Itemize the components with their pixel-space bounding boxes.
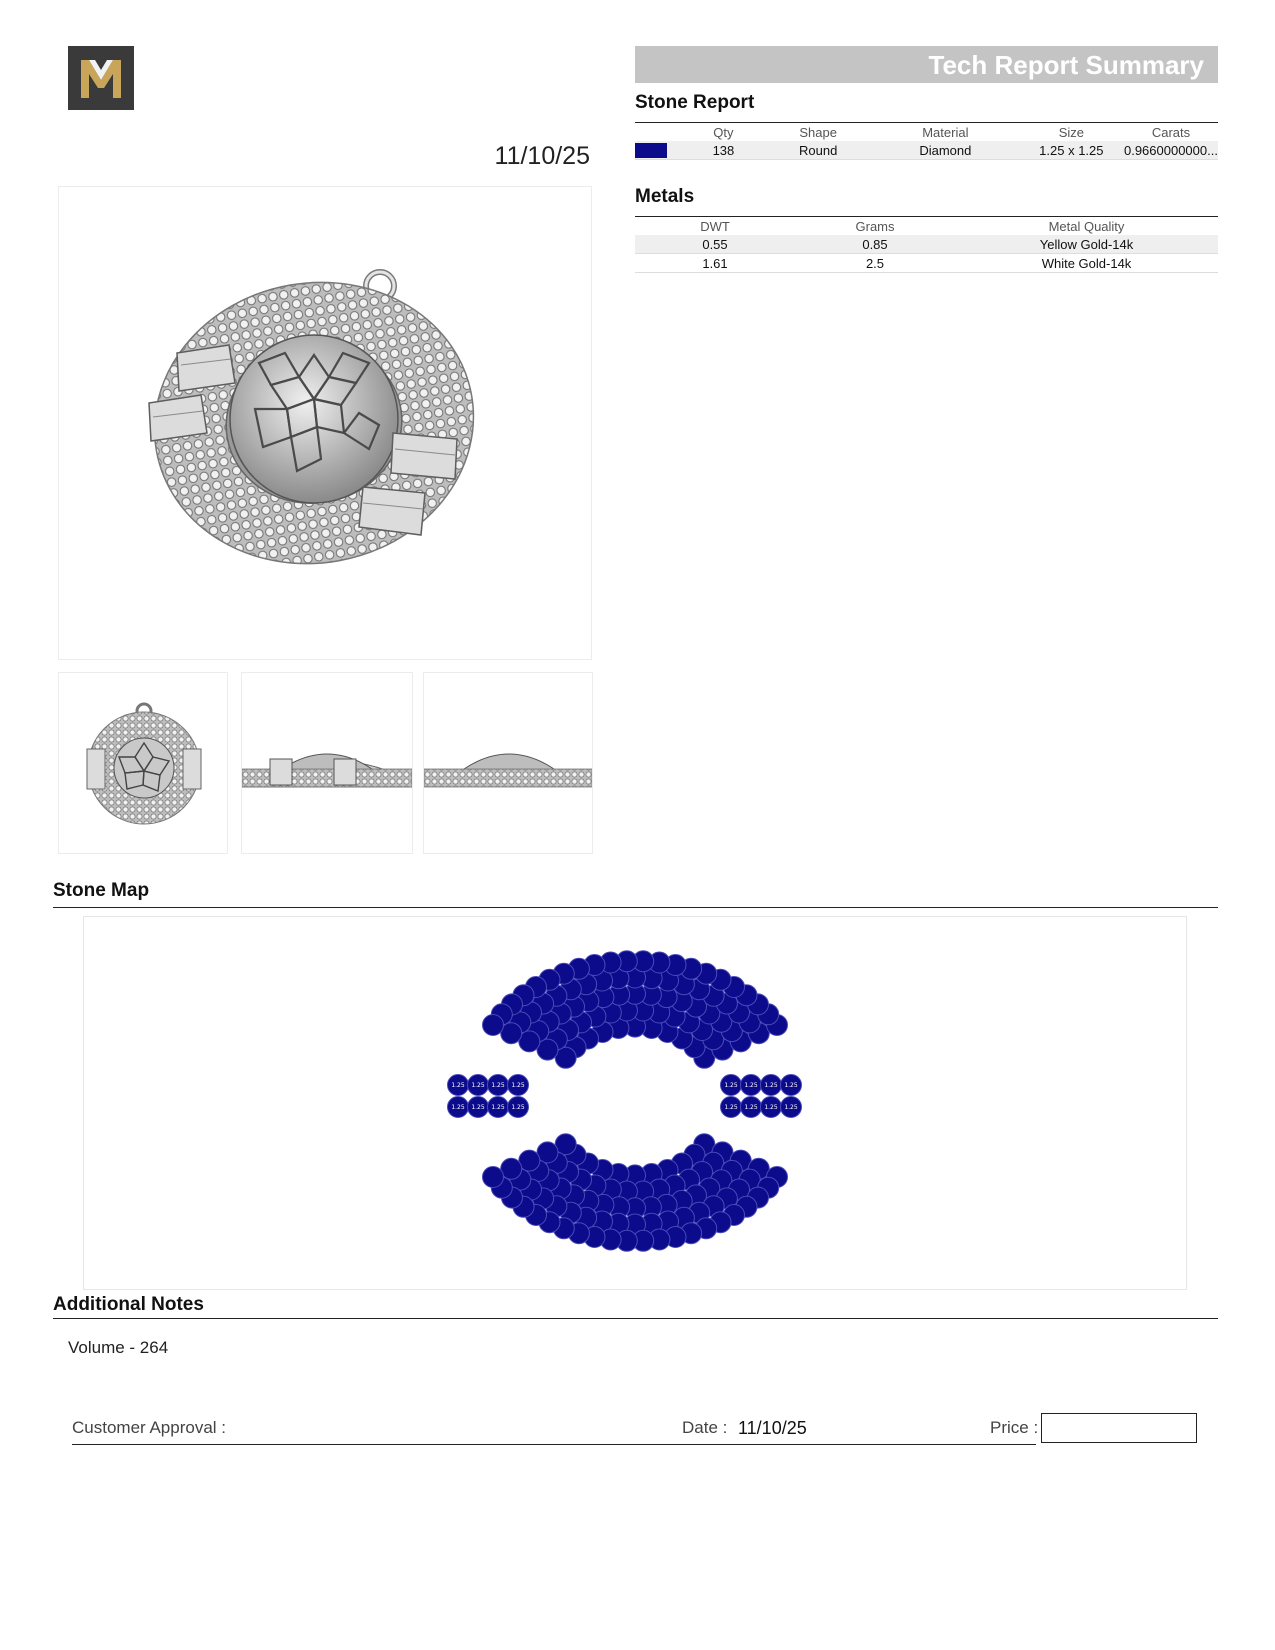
stone-marker bbox=[513, 917, 534, 1006]
stone-color-swatch bbox=[635, 141, 682, 160]
column-header-size: Size bbox=[1058, 125, 1084, 140]
svg-text:1.25: 1.25 bbox=[491, 1082, 505, 1090]
additional-notes-heading: Additional Notes bbox=[53, 1294, 204, 1315]
table-header-row bbox=[635, 217, 1218, 236]
stone-qty: 138 bbox=[712, 143, 735, 158]
approval-date-value: 11/10/25 bbox=[738, 1418, 807, 1438]
stone-marker bbox=[739, 917, 760, 1190]
stone-marker bbox=[508, 1097, 529, 1118]
thumbnail-profile-view[interactable] bbox=[423, 672, 593, 854]
column-header-shape: Shape bbox=[799, 125, 837, 140]
svg-text:1.25 bbox=[517, 917, 531, 919]
svg-text:1.25 bbox=[700, 917, 714, 919]
svg-text:1.25: 1.25 bbox=[764, 1104, 778, 1112]
metal-dwt: 1.61 bbox=[702, 256, 728, 271]
svg-text:1.25 bbox=[669, 917, 683, 919]
stone-marker bbox=[483, 917, 504, 1036]
stone-marker bbox=[508, 1075, 529, 1096]
stone-marker bbox=[491, 917, 512, 1025]
svg-text:1.25: 1.25 bbox=[451, 1082, 465, 1090]
stone-material: Diamond bbox=[919, 143, 972, 158]
metals-heading: Metals bbox=[635, 186, 695, 207]
stone-marker bbox=[721, 1075, 742, 1096]
stone-marker bbox=[501, 917, 522, 1179]
stone-carats: 0.9660000000... bbox=[1123, 143, 1218, 158]
svg-text:1.25: 1.25 bbox=[784, 1104, 798, 1112]
metal-quality: Yellow Gold-14k bbox=[1039, 237, 1134, 252]
stone-marker bbox=[761, 1075, 782, 1096]
metal-dwt: 0.55 bbox=[702, 237, 728, 252]
column-header-swatch bbox=[635, 123, 682, 142]
svg-text:1.25: 1.25 bbox=[724, 1082, 738, 1090]
svg-text:1.25 bbox=[684, 917, 698, 919]
stone-report-table bbox=[635, 122, 1218, 160]
stone-report-heading: Stone Report bbox=[635, 92, 755, 113]
column-header-metal-quality: Metal Quality bbox=[1048, 219, 1125, 234]
column-header-material: Material bbox=[922, 125, 969, 140]
customer-approval-label: Customer Approval : bbox=[72, 1418, 227, 1437]
report-title: Tech Report Summary bbox=[928, 50, 1204, 80]
stone-marker bbox=[781, 1097, 802, 1118]
svg-text:1.25: 1.25 bbox=[784, 1082, 798, 1090]
approval-date-label: Date : bbox=[682, 1418, 728, 1437]
svg-text:1.25: 1.25 bbox=[471, 1104, 485, 1112]
svg-text:1.25 bbox=[714, 917, 728, 919]
svg-text:1.25: 1.25 bbox=[744, 1104, 758, 1112]
svg-text:1.25 bbox=[637, 917, 651, 919]
stone-map-heading: Stone Map bbox=[53, 880, 150, 901]
notes-divider bbox=[53, 1318, 1218, 1319]
stone-marker bbox=[468, 1097, 489, 1118]
svg-text:1.25: 1.25 bbox=[451, 1104, 465, 1112]
svg-text:1.25 bbox=[727, 917, 741, 919]
stone-map-panel bbox=[83, 916, 1187, 1290]
approval-signature-line bbox=[72, 1444, 1036, 1445]
stone-marker bbox=[721, 1097, 742, 1118]
column-header-dwt: DWT bbox=[700, 219, 730, 234]
stone-marker bbox=[448, 1075, 469, 1096]
stone-marker bbox=[526, 917, 547, 998]
stone-map-divider bbox=[53, 907, 1218, 908]
svg-text:1.25 bbox=[529, 917, 543, 919]
svg-text:1.25 bbox=[486, 917, 500, 919]
stone-marker bbox=[758, 917, 779, 1198]
column-header-qty: Qty bbox=[713, 125, 734, 140]
svg-text:1.25 bbox=[543, 917, 557, 919]
stone-marker bbox=[533, 917, 554, 1014]
svg-text:1.25 bbox=[653, 917, 667, 919]
svg-text:1.25: 1.25 bbox=[471, 1082, 485, 1090]
stone-marker bbox=[502, 917, 523, 1015]
stone-marker bbox=[781, 1075, 802, 1096]
svg-text:1.25 bbox=[740, 917, 754, 919]
thumbnail-front-view[interactable] bbox=[58, 672, 228, 854]
svg-text:1.25: 1.25 bbox=[744, 1082, 758, 1090]
column-header-grams: Grams bbox=[855, 219, 895, 234]
logo-m-mark bbox=[77, 56, 125, 100]
stone-size: 1.25 x 1.25 bbox=[1039, 143, 1104, 158]
table-row bbox=[635, 141, 1218, 160]
stone-marker bbox=[741, 1097, 762, 1118]
stone-marker bbox=[741, 1075, 762, 1096]
metal-grams: 2.5 bbox=[865, 256, 885, 271]
metal-quality: White Gold-14k bbox=[1041, 256, 1132, 271]
company-logo bbox=[68, 46, 134, 110]
svg-text:1.25: 1.25 bbox=[764, 1082, 778, 1090]
main-product-render bbox=[58, 186, 592, 660]
thumbnail-side-view[interactable] bbox=[241, 672, 413, 854]
svg-text:1.25: 1.25 bbox=[511, 1082, 525, 1090]
stone-marker bbox=[546, 917, 567, 1006]
stone-marker bbox=[510, 917, 531, 1033]
table-row bbox=[635, 254, 1218, 273]
price-field[interactable] bbox=[1041, 1413, 1197, 1443]
stone-marker bbox=[483, 917, 504, 1188]
stone-marker bbox=[521, 917, 542, 1023]
stone-marker bbox=[468, 1075, 489, 1096]
svg-text:1.25 bbox=[620, 917, 634, 919]
svg-text:1.25: 1.25 bbox=[491, 1104, 505, 1112]
stone-marker bbox=[510, 917, 531, 1190]
stone-marker bbox=[748, 917, 769, 1179]
metals-table bbox=[635, 216, 1218, 273]
svg-text:1.25 bbox=[751, 917, 765, 919]
stone-marker bbox=[488, 1075, 509, 1096]
stone-marker bbox=[488, 1097, 509, 1118]
report-title-banner bbox=[635, 46, 1218, 83]
report-date: 11/10/25 bbox=[494, 142, 590, 170]
stone-map-diagram bbox=[84, 917, 1186, 1289]
svg-text:1.25 bbox=[588, 917, 602, 919]
stone-shape: Round bbox=[799, 143, 838, 158]
column-header-carats: Carats bbox=[1151, 125, 1191, 140]
notes-text: Volume - 264 bbox=[68, 1338, 169, 1357]
svg-text:1.25 bbox=[572, 917, 586, 919]
stone-marker bbox=[491, 917, 512, 1198]
svg-text:1.25: 1.25 bbox=[511, 1104, 525, 1112]
table-row bbox=[635, 235, 1218, 254]
price-label: Price : bbox=[990, 1418, 1039, 1437]
svg-text:1.25 bbox=[604, 917, 618, 919]
stone-marker bbox=[448, 1097, 469, 1118]
table-header-row bbox=[635, 123, 1218, 142]
stone-marker bbox=[767, 917, 788, 1188]
svg-text:1.25: 1.25 bbox=[724, 1104, 738, 1112]
svg-text:1.25 bbox=[557, 917, 571, 919]
metal-grams: 0.85 bbox=[862, 237, 888, 252]
stone-marker bbox=[761, 1097, 782, 1118]
